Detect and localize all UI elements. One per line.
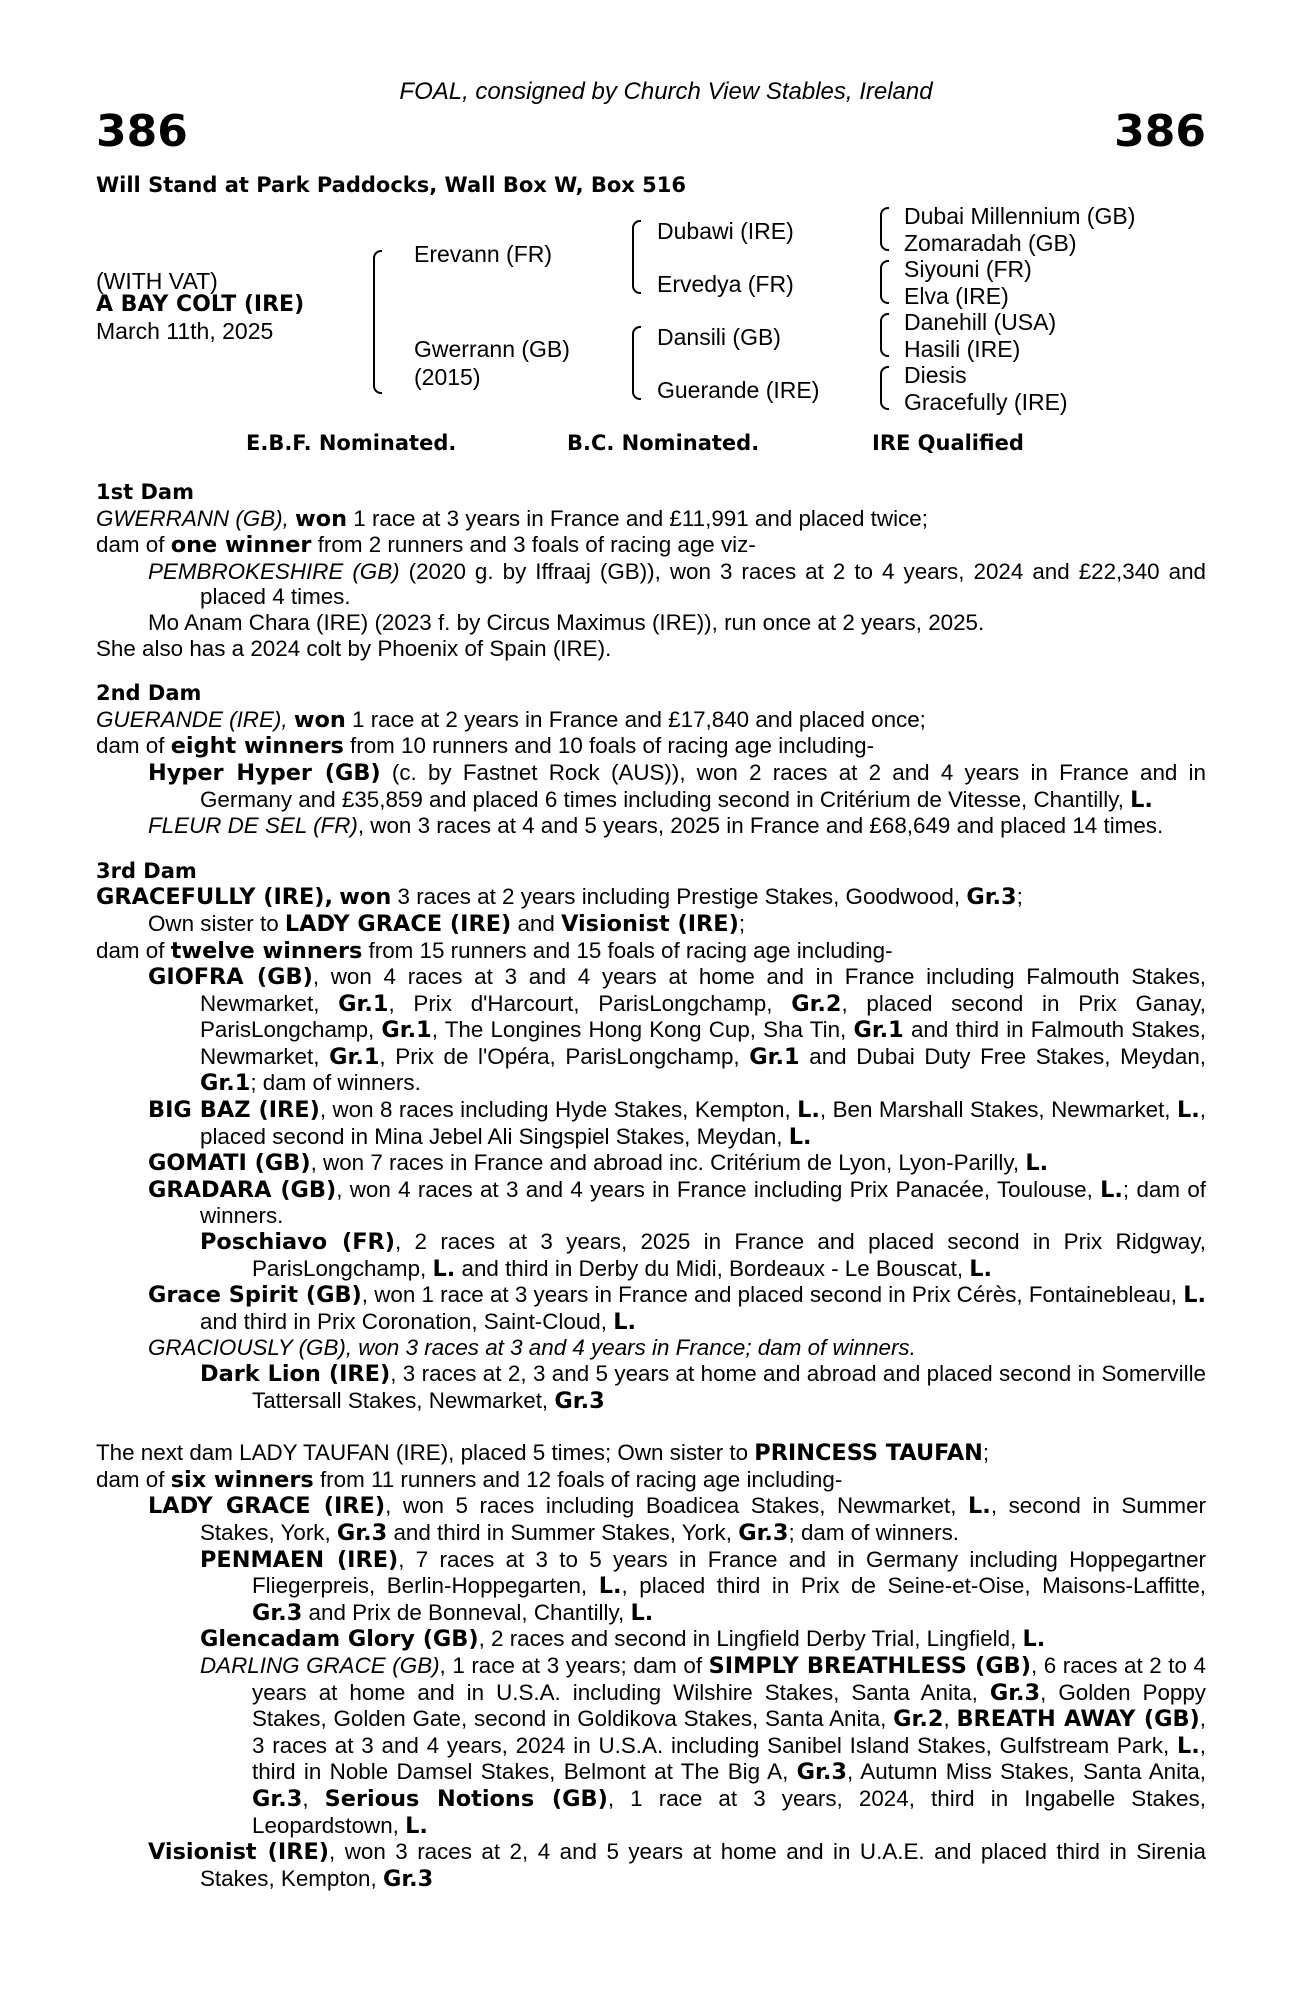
dam: Gwerrann (GB) (414, 336, 570, 362)
dam1-offspring-3: She also has a 2024 colt by Phoenix of Spain (IRE). (96, 635, 612, 661)
glencadam-entry: Glencadam Glory (GB), 2 races and second in Lingfield Derby Trial, Lingfield, L. (200, 1626, 1046, 1653)
consignment-line: FOAL, consigned by Church View Stables, Ireland (399, 78, 933, 105)
lot-number-left: 386 (96, 106, 188, 157)
dam2-heading: 2nd Dam (96, 681, 202, 706)
brace-dd (880, 366, 889, 410)
grace-spirit-entry: Grace Spirit (GB), won 1 race at 3 years in France and placed second in Prix Cérès, Fontainebleau, L. and third in Prix Coronation, Saint-Cloud, L. (148, 1282, 1206, 1335)
dds: Diesis (904, 362, 967, 388)
dam1-offspring-1: PEMBROKESHIRE (GB) (2020 g. by Iffraaj (GB)), won 3 races at 2 to 4 years, 2024 and £22,340 and placed 4 times. (148, 558, 1207, 610)
dam3-heading: 3rd Dam (96, 858, 197, 883)
brace-ss (880, 207, 889, 251)
horse-dob: March 11th, 2025 (96, 318, 274, 344)
graciously-entry: GRACIOUSLY (GB), won 3 races at 3 and 4 years in France; dam of winners. (148, 1335, 916, 1361)
sss: Dubai Millennium (GB) (904, 203, 1136, 229)
sire: Erevann (FR) (414, 241, 553, 267)
sire-dam: Ervedya (FR) (657, 271, 794, 297)
dam1-heading: 1st Dam (96, 480, 194, 504)
visionist-entry: Visionist (IRE), won 3 races at 2, 4 and 5 years at home and in U.A.E. and placed third in Sirenia Stakes, Kempton, Gr.3 (148, 1839, 1206, 1892)
brace-ds (880, 313, 889, 357)
horse-name: A BAY COLT (IRE) (96, 292, 305, 317)
nextdam-line2: dam of six winners from 11 runners and 12 foals of racing age including- (96, 1466, 843, 1493)
pedigree-table (96, 78, 1206, 498)
giofra-entry: GIOFRA (GB), won 4 races at 3 and 4 years at home and in France including Falmouth Stakes, Newmarket, Gr.1, Prix d'Harcourt, ParisLongchamp, Gr.2, placed second in Prix Ganay, ParisLongchamp, Gr.1, The Longines Hong Kong Cup, Sha Tin, Gr.1 and third in Falmouth Stakes, Newmarket, Gr.1, Prix de l'Opéra, ParisLongchamp, Gr.1 and Dubai Duty Free Stakes, Meydan, Gr.1; dam of winners. (148, 964, 1206, 1097)
sire-sire: Dubawi (IRE) (657, 218, 794, 244)
dam1-offspring-2: Mo Anam Chara (IRE) (2023 f. by Circus Maximus (IRE)), run once at 2 years, 2025. (148, 609, 985, 635)
dam1-line1: GWERRANN (GB), won 1 race at 3 years in France and £11,991 and placed twice; (96, 505, 928, 532)
dam-dam: Guerande (IRE) (657, 377, 820, 403)
dam1-line2: dam of one winner from 2 runners and 3 foals of racing age viz- (96, 532, 756, 559)
dam-sire: Dansili (GB) (657, 324, 781, 350)
brace-main (373, 250, 382, 394)
sdd: Elva (IRE) (904, 283, 1009, 309)
ebf-nominated: E.B.F. Nominated. (246, 431, 457, 455)
gradara-entry: GRADARA (GB), won 4 races at 3 and 4 years in France including Prix Panacée, Toulouse, L.; dam of winners. (148, 1176, 1206, 1229)
bigbaz-entry: BIG BAZ (IRE), won 8 races including Hyde Stakes, Kempton, L., Ben Marshall Stakes, Newmarket, L., placed second in Mina Jebel Ali Singspiel Stakes, Meydan, L. (148, 1097, 1207, 1150)
ire-qualified: IRE Qualified (872, 431, 1024, 455)
brace-sire (632, 220, 641, 294)
lady-grace-entry: LADY GRACE (IRE), won 5 races including Boadicea Stakes, Newmarket, L., second in Summer Stakes, York, Gr.3 and third in Summer Stakes, York, Gr.3; dam of winners. (148, 1493, 1206, 1546)
gomati-entry: GOMATI (GB), won 7 races in France and abroad inc. Critérium de Lyon, Lyon-Parilly, L. (148, 1150, 1049, 1177)
dam3-line3: dam of twelve winners from 15 runners and 15 foals of racing age including- (96, 937, 893, 964)
ssd: Zomaradah (GB) (904, 230, 1077, 256)
dss: Danehill (USA) (904, 309, 1057, 335)
dsd: Hasili (IRE) (904, 336, 1021, 362)
dam2-offspring-2: FLEUR DE SEL (FR), won 3 races at 4 and 5 years, 2025 in France and £68,649 and placed 14 times. (148, 813, 1164, 839)
dam2-line1: GUERANDE (IRE), won 1 race at 2 years in France and £17,840 and placed once; (96, 706, 926, 733)
dam2-line2: dam of eight winners from 10 runners and 10 foals of racing age including- (96, 733, 875, 760)
lot-number-right: 386 (1114, 106, 1206, 157)
penmaen-entry: PENMAEN (IRE), 7 races at 3 to 5 years in France and in Germany including Hoppegartner Fliegerpreis, Berlin-Hoppegarten, L., placed third in Prix de Seine-et-Oise, Maisons-Laffitte, Gr.3 and Prix de Bonneval, Chantilly, L. (200, 1546, 1207, 1626)
dam3-line1: GRACEFULLY (IRE), won 3 races at 2 years including Prestige Stakes, Goodwood, Gr.3; (96, 884, 1023, 911)
dark-lion-entry: Dark Lion (IRE), 3 races at 2, 3 and 5 years at home and abroad and placed second in Somerville Tattersall Stakes, Newmarket, Gr.3 (200, 1361, 1206, 1414)
ddd: Gracefully (IRE) (904, 389, 1068, 415)
darling-grace-entry: DARLING GRACE (GB), 1 race at 3 years; dam of SIMPLY BREATHLESS (GB), 6 races at 2 to 4 years at home and in U.S.A. including Wilshire Stakes, Santa Anita, Gr.3, Golden Poppy Stakes, Golden Gate, second in Goldikova Stakes, Santa Anita, Gr.2, BREATH AWAY (GB), 3 races at 3 and 4 years, 2024 in U.S.A. including Sanibel Island Stakes, Gulfstream Park, L., third in Noble Damsel Stakes, Belmont at The Big A, Gr.3, Autumn Miss Stakes, Santa Anita, Gr.3, Serious Notions (GB), 1 race at 3 years, 2024, third in Ingabelle Stakes, Leopardstown, L. (200, 1652, 1206, 1839)
vat-note: (WITH VAT) (96, 268, 218, 294)
brace-sd (880, 260, 889, 304)
nextdam-line1: The next dam LADY TAUFAN (IRE), placed 5 times; Own sister to PRINCESS TAUFAN; (96, 1440, 990, 1467)
bc-nominated: B.C. Nominated. (567, 431, 760, 455)
sds: Siyouni (FR) (904, 256, 1032, 282)
stand-location: Will Stand at Park Paddocks, Wall Box W, Box 516 (96, 173, 686, 197)
dam2-offspring-1: Hyper Hyper (GB) (c. by Fastnet Rock (AUS)), won 2 races at 2 and 4 years in France and in Germany and £35,859 and placed 6 times including second in Critérium de Vitesse, Chantilly, L. (148, 759, 1206, 813)
poschiavo-entry: Poschiavo (FR), 2 races at 3 years, 2025 in France and placed second in Prix Ridgway, ParisLongchamp, L. and third in Derby du Midi, Bordeaux - Le Bouscat, L. (200, 1229, 1206, 1282)
catalogue-body (96, 480, 1206, 1892)
dam3-line2: Own sister to LADY GRACE (IRE) and Visionist (IRE); (148, 910, 746, 937)
brace-dam (632, 326, 641, 400)
dam-year: (2015) (414, 364, 481, 390)
